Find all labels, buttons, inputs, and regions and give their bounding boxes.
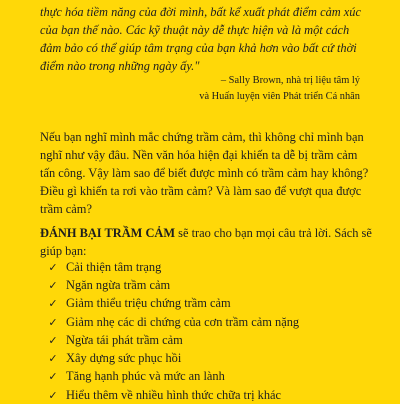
lead-text: sẽ trao cho bạn mọi câu trả lời. Sách sẽ	[175, 226, 372, 240]
benefit-text: Hiểu thêm về nhiều hình thức chữa trị khác	[66, 387, 282, 402]
benefit-text: Cải thiện tâm trạng	[66, 259, 162, 274]
intro-paragraph	[40, 128, 370, 218]
checkmark-icon: ✓	[48, 260, 58, 274]
benefit-text: Ngừa tái phát trầm cảm	[66, 332, 183, 347]
list-item	[46, 386, 376, 404]
list-item	[46, 258, 376, 276]
list-item	[46, 295, 376, 313]
benefits-list	[46, 258, 376, 404]
benefit-text: Giảm nhẹ các di chứng của cơn trầm cảm nặng	[66, 314, 300, 329]
quote-line: điểm nào trong những ngày ấy."	[40, 59, 200, 73]
quote-line: của bạn thế nào. Các kỹ thuật này dễ thực hiện và là một cách	[40, 23, 350, 37]
attribution-title: và Huấn luyện viên Phát triển Cá nhân	[199, 91, 360, 102]
quote-attribution	[40, 73, 360, 105]
checkmark-icon: ✓	[48, 278, 58, 292]
intro-line: tấn công. Vậy làm sao để biết được mình có trầm cảm hay không?	[40, 166, 369, 180]
quote-line: đảm bảo có thể giúp tâm trạng của bạn khả hơn vào bất cứ thời	[40, 41, 357, 55]
checkmark-icon: ✓	[48, 388, 58, 402]
quote-line: thực hóa tiềm năng của đời mình, bất kể xuất phát điểm cảm xúc	[40, 5, 362, 19]
list-item	[46, 313, 376, 331]
list-item	[46, 349, 376, 367]
list-item	[46, 276, 376, 294]
benefit-text: Ngăn ngừa trầm cảm	[66, 277, 171, 292]
benefits-lead-paragraph	[40, 224, 370, 260]
intro-line: nghĩ như vậy đâu. Nền văn hóa hiện đại khiến ta dễ bị trầm cảm	[40, 148, 358, 162]
lead-text-continued: giúp bạn:	[40, 244, 87, 258]
list-item	[46, 368, 376, 386]
checkmark-icon: ✓	[48, 352, 58, 366]
endorsement-quote	[40, 3, 370, 75]
intro-line: trầm cảm?	[40, 202, 92, 216]
list-item	[46, 331, 376, 349]
intro-line: Nếu bạn nghĩ mình mắc chứng trầm cảm, thì không chỉ mình bạn	[40, 130, 364, 144]
checkmark-icon: ✓	[48, 370, 58, 384]
book-title: ĐÁNH BẠI TRẦM CẢM	[40, 226, 176, 240]
benefit-text: Giảm thiểu triệu chứng trầm cảm	[66, 296, 231, 311]
intro-line: Điều gì khiến ta rơi vào trầm cảm? Và làm sao để vượt qua được	[40, 184, 362, 198]
checkmark-icon: ✓	[48, 297, 58, 311]
checkmark-icon: ✓	[48, 315, 58, 329]
benefit-text: Xây dựng sức phục hồi	[66, 351, 182, 366]
attribution-name: – Sally Brown, nhà trị liệu tâm lý	[220, 75, 360, 86]
benefit-text: Tăng hạnh phúc và mức an lành	[66, 369, 225, 384]
checkmark-icon: ✓	[48, 333, 58, 347]
